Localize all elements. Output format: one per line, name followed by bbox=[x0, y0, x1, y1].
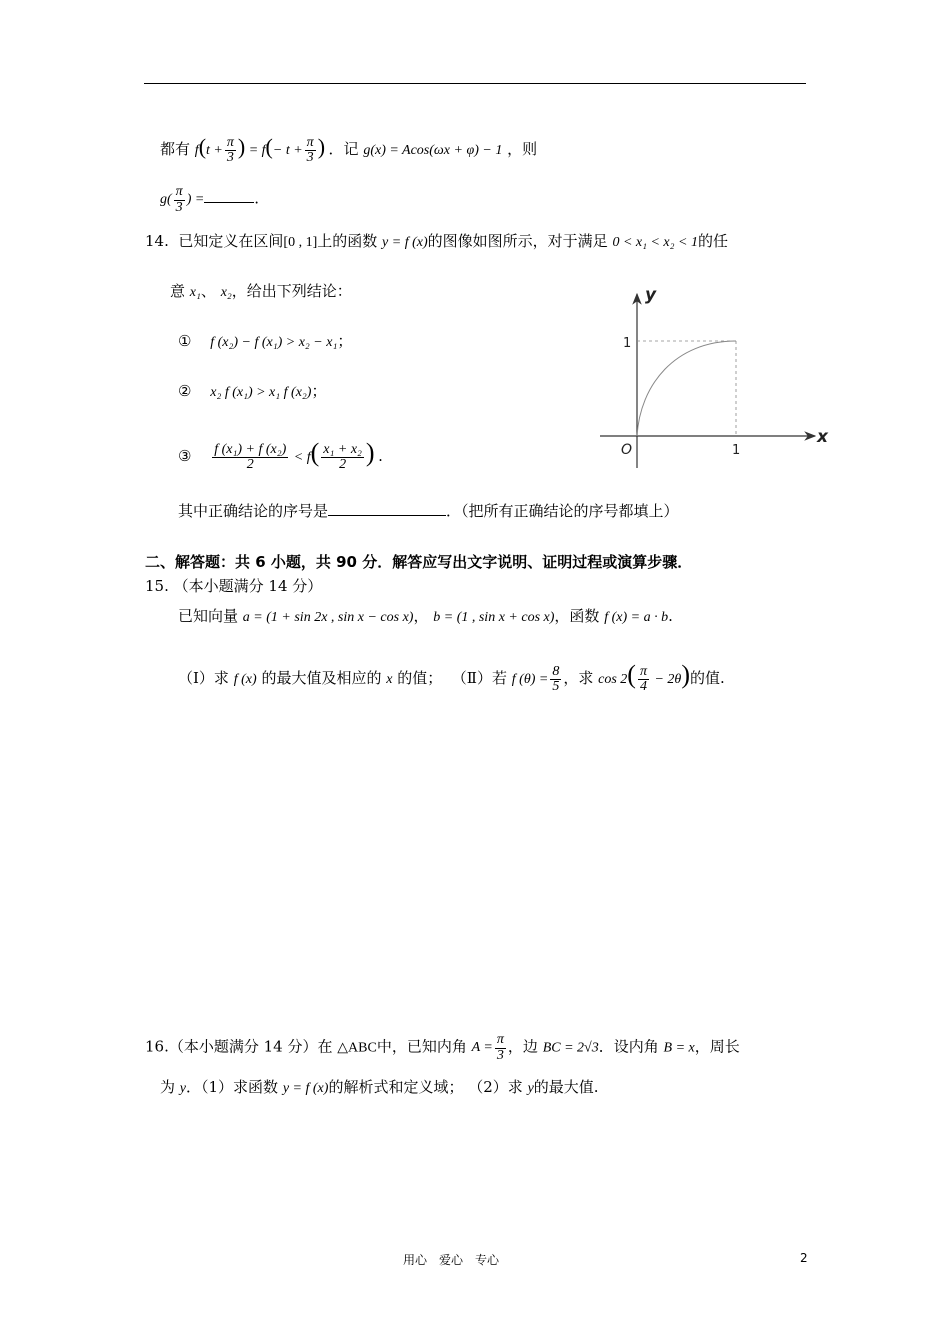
item-2-formula: x₂ f (x₁) > x₁ f (x₂) bbox=[210, 385, 312, 400]
y-tick-label: 1 bbox=[623, 336, 632, 351]
q15-line2: （Ⅰ）求 f (x) 的最大值及相应的 x 的值； （Ⅱ）若 f (θ) = $\frac{8}{5}$ ，求 cos 2( $\frac{\pi}{4}$ − 2θ)的值. bbox=[178, 660, 725, 695]
q13-continued-line1 bbox=[160, 134, 537, 166]
q14-func: y = f (x) bbox=[382, 235, 428, 250]
q14-x2: x₂ bbox=[220, 285, 232, 300]
q14-line1: 14. 已知定义在区间[0 , 1]上的函数 y = f (x)的图像如图所示，对于满足 0 < x₁ < x₂ < 1的任 bbox=[145, 232, 728, 250]
q13-continued-line2: g( $\frac{\pi}{3}$ ) = . bbox=[160, 184, 260, 215]
q15-cos-expr: cos 2( $\frac{\pi}{4}$ − 2θ) bbox=[598, 660, 690, 695]
q15-theta-cond: f (θ) = $\frac{8}{5}$ bbox=[511, 663, 560, 695]
q13-text-prefix: 都有 bbox=[160, 140, 191, 158]
function-curve bbox=[637, 341, 736, 436]
item-3-mark: ③ bbox=[178, 447, 192, 465]
q16-triangle: △ABC bbox=[337, 1040, 377, 1056]
q14-condition: 0 < x₁ < x₂ < 1 bbox=[612, 235, 698, 250]
q15-vector-a: a = (1 + sin 2x , sin x − cos x) bbox=[242, 610, 414, 625]
q14-answer-blank bbox=[328, 515, 446, 516]
q16-number: 16. bbox=[145, 1037, 169, 1056]
page-number: 2 bbox=[800, 1251, 808, 1265]
q13-text-suffix: ，则 bbox=[507, 140, 538, 158]
footer-motto: 用心 爱心 专心 bbox=[403, 1253, 500, 1267]
section2-title: 二、解答题：共 6 小题，共 90 分．解答应写出文字说明、证明过程或演算步骤． bbox=[145, 553, 693, 571]
item-1-formula: f (x₂) − f (x₁) > x₂ − x₁ bbox=[210, 335, 338, 350]
q16-angle-A: A = $\frac{\pi}{3}$ bbox=[471, 1032, 504, 1063]
q14-item-3: ③ $\frac{\text{f (x₁) + f (x₂)}}{2}$ < f( $\frac{\text{x₁ + x₂}}{2}$ ) . bbox=[178, 438, 383, 473]
q13-answer-blank bbox=[204, 202, 254, 203]
q14-x1: x₁ bbox=[189, 285, 201, 300]
item-3-formula: $\frac{\text{f (x₁) + f (x₂)}}{2}$ < f( $\frac{\text{x₁ + x₂}}{2}$ ) bbox=[214, 438, 375, 473]
q13-text-mid: ．记 bbox=[328, 140, 359, 158]
q15-header: 15. （本小题满分 14 分） bbox=[145, 577, 323, 595]
item-1-mark: ① bbox=[178, 332, 192, 350]
q14-interval: [0 , 1] bbox=[283, 235, 318, 250]
origin-label: O bbox=[621, 442, 633, 458]
q16-line2: 为 y．（1）求函数 y = f (x)的解析式和定义域； （2）求 y的最大值. bbox=[160, 1078, 599, 1096]
q14-graph bbox=[595, 280, 835, 470]
q14-line2: 意 x₁、 x₂，给出下列结论： bbox=[170, 282, 352, 300]
q13-g-pi3: g( $\frac{\pi}{3}$ ) = bbox=[160, 184, 205, 215]
q15-vector-b: b = (1 , sin x + cos x) bbox=[433, 610, 555, 625]
q13-formula-symmetry: f(t + $\frac{\pi}{3}$ ) = f(− t + $\frac{\pi}{3}$ ) bbox=[194, 134, 326, 166]
x-label: x bbox=[817, 427, 828, 447]
q14-answer-line: 其中正确结论的序号是 ．（把所有正确结论的序号都填上） bbox=[178, 502, 679, 520]
q14-item-1: ① f (x₂) − f (x₁) > x₂ − x₁； bbox=[178, 332, 353, 350]
q16-angle-B: B = x bbox=[663, 1040, 695, 1056]
q16-side: BC = 2√3 bbox=[542, 1040, 599, 1056]
q15-func: f (x) = a · b bbox=[604, 610, 669, 625]
q15-line1: 已知向量 a = (1 + sin 2x , sin x − cos x)， b = (1 , sin x + cos x)，函数 f (x) = a · b. bbox=[178, 607, 673, 625]
x-tick-label: 1 bbox=[732, 443, 741, 458]
header-rule bbox=[144, 83, 806, 84]
q14-item-2: ② x₂ f (x₁) > x₁ f (x₂)； bbox=[178, 382, 327, 400]
q16-func: y = f (x) bbox=[282, 1081, 329, 1096]
item-2-mark: ② bbox=[178, 382, 192, 400]
q16-line1: 16.（本小题满分 14 分）在 △ABC中，已知内角 A = $\frac{\pi}{3}$ ，边 BC = 2√3．设内角 B = x，周长 bbox=[145, 1032, 740, 1063]
q15-number: 15. bbox=[145, 577, 169, 595]
q14-number: 14. bbox=[145, 232, 169, 250]
y-label: y bbox=[645, 285, 657, 305]
q13-formula-g: g(x) = Acos(ωx + φ) − 1 bbox=[363, 143, 503, 158]
